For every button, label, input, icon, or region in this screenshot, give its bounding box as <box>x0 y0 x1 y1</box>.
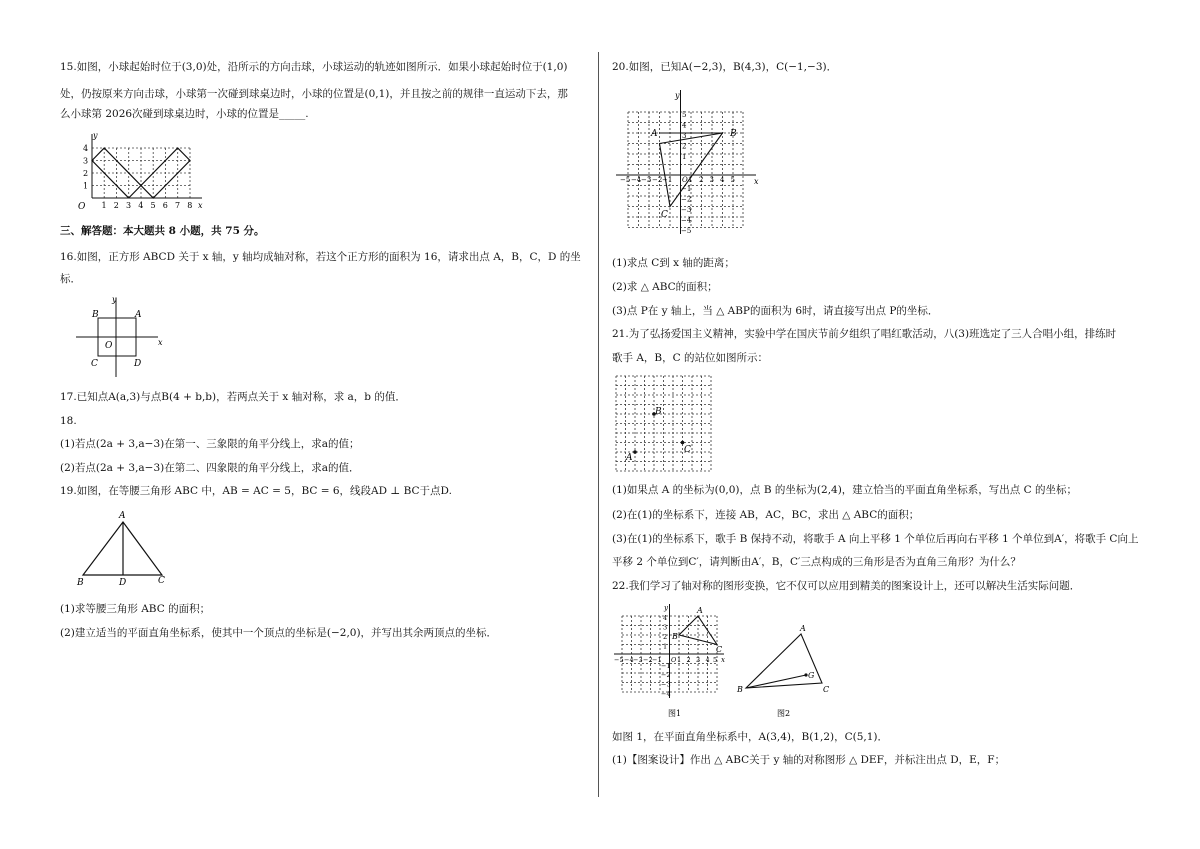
q21-line2: 歌手 A，B，C 的站位如图所示： <box>612 352 769 364</box>
q16-ylabel: y <box>112 295 117 304</box>
q22-fig1-xtick: 5 <box>713 656 718 664</box>
q22-fig1-xtick: −5 <box>614 656 624 664</box>
q18-number: 18. <box>60 415 77 427</box>
q20-xtick: −1 <box>662 176 673 184</box>
q17-text: 17.已知点A(a,3)与点B(4 + b,b)，若两点关于 x 轴对称，求 a，b 的值． <box>60 391 406 403</box>
q22-fig1-point-c: C <box>716 645 723 654</box>
q20-xtick: 1 <box>688 176 693 184</box>
q15-xtick: 1 <box>101 201 107 210</box>
q22-figure-1 <box>612 602 734 720</box>
q22-fig1-ylabel: y <box>664 604 668 612</box>
q20-ytick: −4 <box>681 216 692 225</box>
q19-point-d: D <box>119 578 127 588</box>
q20-ytick: −2 <box>681 195 692 204</box>
q20-xtick: 5 <box>730 176 735 184</box>
q22-fig1-caption: 图1 <box>668 709 682 718</box>
q20-ytick: −5 <box>681 227 692 235</box>
q22-fig1-xtick: 4 <box>705 656 710 664</box>
q20-xtick: 4 <box>720 176 725 184</box>
q15-ytick: 2 <box>83 169 89 178</box>
q20-origin: O <box>682 176 688 184</box>
q21-part3-line2: 平移 2 个单位到C′，请判断由A′，B，C′三点构成的三角形是否为直角三角形？为什么？ <box>612 556 1021 568</box>
q19-line1: 19.如图，在等腰三角形 ABC 中，AB = AC = 5，BC = 6，线段AD ⊥ BC于点D. <box>60 485 452 497</box>
q20-coordinate-figure <box>614 86 764 238</box>
q22-fig1-ytick: 2 <box>663 633 668 641</box>
q21-part3-line1: (3)在(1)的坐标系下，歌手 B 保持不动，将歌手 A 向上平移 1 个单位后再向右平移 1 个单位到A′，将歌手 C向上 <box>612 533 1139 545</box>
q15-xtick: 6 <box>162 201 168 210</box>
q16-square-figure <box>74 292 166 380</box>
q22-fig2-caption: 图2 <box>777 709 791 718</box>
q22-fig1-xtick: 1 <box>677 656 682 664</box>
q22-fig1-xlabel: x <box>721 656 725 664</box>
q16-xlabel: x <box>158 338 163 347</box>
q15-xtick: 4 <box>138 201 144 210</box>
q22-part1: (1)【图案设计】作出 △ ABC关于 y 轴的对称图形 △ DEF，并标注出点 D，E，F； <box>612 754 1006 766</box>
q20-part2: (2)求 △ ABC的面积； <box>612 281 718 293</box>
q15-xtick: 5 <box>150 201 156 210</box>
q16-point-d: D <box>134 359 142 369</box>
q21-grid-figure <box>612 372 716 476</box>
q22-fig1-ytick: 3 <box>663 623 668 632</box>
q16-point-c: C <box>91 359 98 369</box>
q20-xlabel: x <box>754 177 759 186</box>
section-heading: 三、解答题：本大题共 8 小题，共 75 分。 <box>60 225 265 237</box>
q22-fig1-ytick: −4 <box>661 690 671 698</box>
q20-point-c: C <box>661 210 668 220</box>
q21-point-c: C <box>684 445 691 455</box>
q16-line1: 16.如图，正方形 ABCD 关于 x 轴，y 轴均成轴对称，若这个正方形的面积为 16，请求出点 A，B，C，D 的坐 <box>60 251 581 263</box>
q21-point-c-dot <box>681 441 685 445</box>
q20-xtick: −3 <box>641 176 652 184</box>
q20-ytick: −3 <box>681 206 692 214</box>
q15-ylabel: y <box>93 131 98 140</box>
q22-line1: 22.我们学习了轴对称的图形变换，它不仅可以应用到精美的图案设计上，还可以解决生活实际问题． <box>612 580 1081 592</box>
q22-figure-2 <box>734 620 834 720</box>
q22-fig2-point-c: C <box>823 685 830 694</box>
q22-fig1-xtick: 2 <box>686 656 691 664</box>
q15-line2: 处，仍按原来方向击球，小球第一次碰到球桌边时，小球的位置是(0,1)，并且按之前的规律一直运动下去，那 <box>60 88 568 100</box>
q15-xtick: 2 <box>113 201 119 210</box>
q15-xtick: 8 <box>187 201 193 210</box>
q22-fig1-xtick: −3 <box>633 656 643 664</box>
q16-origin: O <box>105 341 113 351</box>
q19-point-a: A <box>119 511 126 521</box>
q19-point-c: C <box>158 576 165 586</box>
q15-ytick: 3 <box>83 156 89 166</box>
column-divider <box>598 52 599 797</box>
q22-fig2-point-g: G <box>808 671 815 680</box>
q15-line1: 15.如图，小球起始时位于(3,0)处，沿所示的方向击球，小球运动的轨迹如图所示．如果小球起始时位于(1,0) <box>60 61 568 73</box>
q21-part1: (1)如果点 A 的坐标为(0,0)，点 B 的坐标为(2,4)，建立恰当的平面直角坐标系，写出点 C 的坐标； <box>612 484 1078 496</box>
q15-xtick: 7 <box>175 201 181 210</box>
q20-line1: 20.如图，已知A(−2,3)，B(4,3)，C(−1,−3)． <box>612 61 838 73</box>
q15-line3: 么小球第 2026次碰到球桌边时，小球的位置是_____. <box>60 108 309 120</box>
q22-fig1-xtick: −4 <box>624 656 634 664</box>
q16-point-b: B <box>92 310 99 320</box>
q21-point-b: B <box>655 407 662 417</box>
q21-line1: 21.为了弘扬爱国主义精神，实验中学在国庆节前夕组织了唱红歌活动，八(3)班选定了三人合唱小组，排练时 <box>612 328 1117 340</box>
q22-fig1-ytick: −2 <box>661 671 671 679</box>
q20-ytick: 2 <box>682 142 687 151</box>
q21-point-a-dot <box>633 450 637 454</box>
q20-part3: (3)点 P在 y 轴上，当 △ ABP的面积为 6时，请直接写出点 P的坐标． <box>612 305 939 317</box>
q20-ytick: 3 <box>682 132 687 140</box>
q20-ytick: −1 <box>681 185 692 193</box>
q20-ytick: 5 <box>682 111 687 119</box>
q20-ytick: 4 <box>682 121 687 130</box>
q15-xlabel: x <box>198 201 203 210</box>
q20-xtick: −4 <box>631 176 642 184</box>
q21-point-a: A <box>626 453 633 463</box>
q16-line2: 标． <box>60 273 81 285</box>
q22-fig1-xtick: −1 <box>652 656 662 664</box>
q18-part1: (1)若点(2a + 3,a−3)在第一、三象限的角平分线上，求a的值； <box>60 438 360 450</box>
q22-fig1-ytick: −1 <box>661 662 671 670</box>
q20-ytick: 1 <box>682 153 687 161</box>
q15-ytick: 4 <box>83 144 89 153</box>
q22-fig1-ytick: 1 <box>663 642 668 651</box>
q18-part2: (2)若点(2a + 3,a−3)在第二、四象限的角平分线上，求a的值． <box>60 462 360 474</box>
q22-fig1-point-b: B <box>672 632 678 641</box>
q15-ytick: 1 <box>83 181 89 191</box>
q15-billiard-figure <box>74 130 209 212</box>
q22-fig2-point-a: A <box>800 624 806 633</box>
q19-part1: (1)求等腰三角形 ABC 的面积； <box>60 603 211 615</box>
q15-xtick: 3 <box>126 201 132 210</box>
q22-fig1-origin: O <box>671 656 677 664</box>
q22-fig2-point-b: B <box>737 685 743 694</box>
q22-intro: 如图 1，在平面直角坐标系中，A(3,4)，B(1,2)，C(5,1)． <box>612 731 889 743</box>
q20-xtick: −2 <box>652 176 663 184</box>
q20-ylabel: y <box>675 91 680 100</box>
q22-fig1-ytick: −3 <box>661 680 671 689</box>
q22-fig1-xtick: −2 <box>643 656 653 664</box>
q15-origin: O <box>78 202 86 212</box>
q19-part2: (2)建立适当的平面直角坐标系，使其中一个顶点的坐标是(−2,0)，并写出其余两顶点的坐标． <box>60 627 498 639</box>
q21-part2: (2)在(1)的坐标系下，连接 AB，AC，BC，求出 △ ABC的面积； <box>612 509 920 521</box>
q20-part1: (1)求点 C到 x 轴的距离； <box>612 257 735 269</box>
q22-fig1-ytick: 4 <box>663 614 668 622</box>
q20-point-a: A <box>651 129 658 139</box>
q22-fig1-point-a: A <box>697 606 703 615</box>
q16-point-a: A <box>135 310 142 320</box>
q20-xtick: 3 <box>709 176 714 184</box>
q20-xtick: −5 <box>620 176 631 184</box>
q22-fig1-xtick: 3 <box>696 656 701 664</box>
q19-triangle-figure <box>74 508 174 588</box>
q20-xtick: 2 <box>699 176 704 184</box>
q20-point-b: B <box>730 129 737 139</box>
q19-point-b: B <box>77 578 84 588</box>
